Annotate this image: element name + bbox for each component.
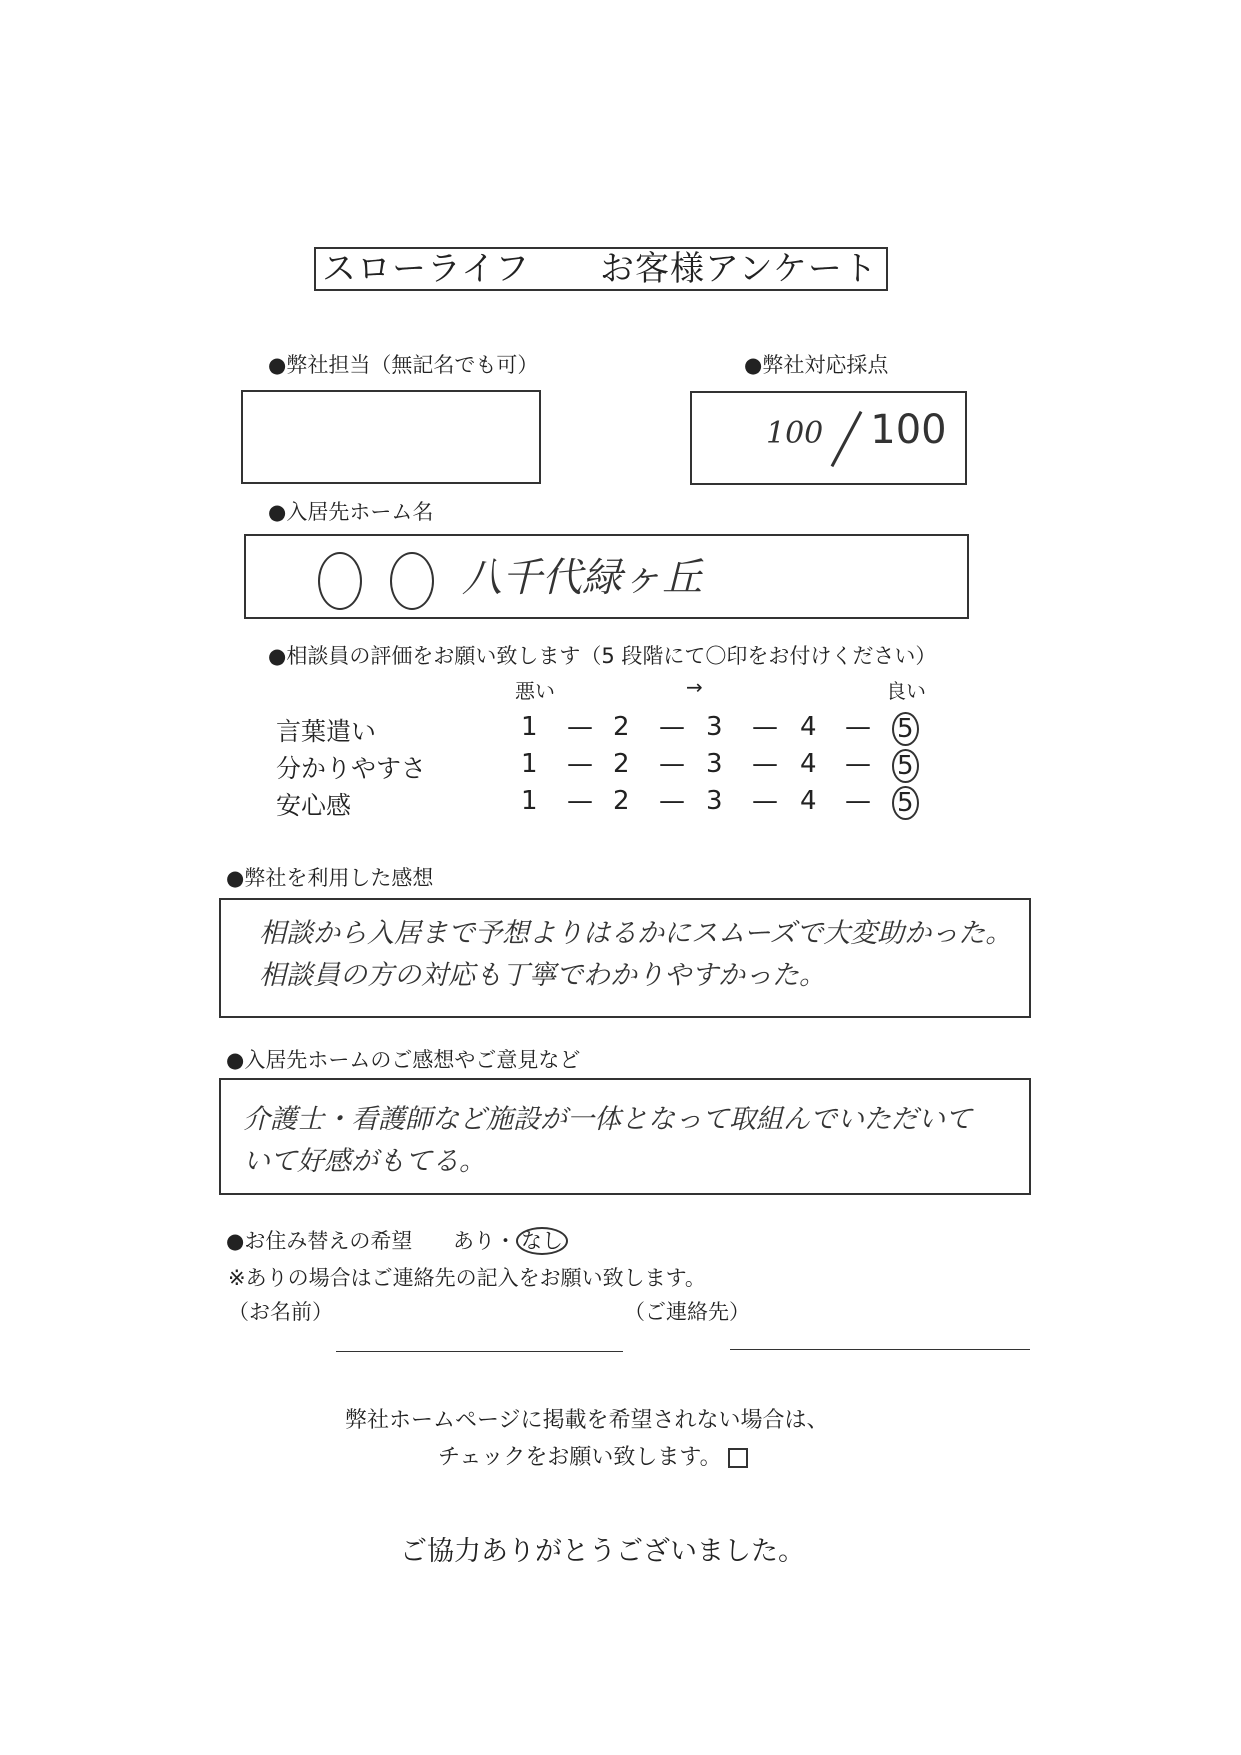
home-comment-line-1: 介護士・看護師など施設が一体となって取組んでいただいて (243, 1104, 972, 1135)
rating-option-5[interactable]: 5 (892, 786, 919, 820)
publish-line-2: チェックをお願い致します。 (438, 1445, 722, 1470)
rating-criterion-label: 言葉遣い (276, 717, 377, 746)
thanks-message: ご協力ありがとうございました。 (400, 1536, 805, 1567)
home-comment-line-2: いて好感がもてる。 (243, 1146, 486, 1177)
home-label: ●入居先ホーム名 (268, 500, 434, 524)
move-option-yes[interactable]: あり (453, 1229, 496, 1253)
rating-option-3[interactable]: 3 (706, 712, 723, 742)
rating-dash: — (659, 749, 685, 779)
rating-dash: — (659, 786, 685, 816)
eval-label: ●相談員の評価をお願い致します（5 段階にて〇印をお付けください） (268, 644, 937, 668)
home-value (318, 550, 702, 610)
rating-dash: — (845, 749, 871, 779)
rating-dash: — (845, 712, 871, 742)
rating-option-5[interactable]: 5 (892, 749, 919, 783)
staff-field[interactable] (241, 390, 541, 484)
score-field[interactable] (690, 391, 967, 485)
rating-row (276, 786, 956, 820)
impression-label: ●弊社を利用した感想 (226, 866, 434, 890)
slash-mark (831, 410, 863, 466)
score-given: 100 (766, 416, 824, 451)
impression-line-1: 相談から入居まで予想よりはるかにスムーズで大変助かった。 (259, 918, 1013, 949)
rating-option-2[interactable]: 2 (613, 786, 630, 816)
rating-dash: — (567, 712, 593, 742)
name-line[interactable] (336, 1351, 623, 1352)
score-max: 100 (870, 407, 947, 453)
rating-dash: — (567, 786, 593, 816)
move-label: ●お住み替えの希望 (226, 1229, 413, 1253)
home-comment-label: ●入居先ホームのご感想やご意見など (226, 1048, 581, 1072)
rating-option-1[interactable]: 1 (521, 712, 538, 742)
impression-field[interactable] (219, 898, 1031, 1018)
score-value (766, 407, 947, 470)
rating-criterion-label: 安心感 (276, 791, 352, 820)
home-comment-field[interactable] (219, 1078, 1031, 1195)
impression-line-2: 相談員の方の対応も丁寧でわかりやすかった。 (259, 960, 826, 991)
publish-line-1: 弊社ホームページに掲載を希望されない場合は、 (345, 1408, 829, 1433)
rating-option-1[interactable]: 1 (521, 786, 538, 816)
rating-dash: — (752, 712, 778, 742)
rating-option-3[interactable]: 3 (706, 786, 723, 816)
contact-note: ※ありの場合はご連絡先の記入をお願い致します。 (228, 1266, 706, 1290)
rating-dash: — (752, 749, 778, 779)
rating-option-3[interactable]: 3 (706, 749, 723, 779)
score-label: ●弊社対応採点 (744, 353, 889, 377)
publish-line-2-wrap (438, 1440, 748, 1471)
home-name-text: 八千代緑ヶ丘 (462, 555, 702, 601)
masked-char-2 (390, 552, 434, 610)
scale-bad-label: 悪い (515, 679, 555, 703)
scale-good-label: 良い (886, 679, 926, 703)
contact-line[interactable] (730, 1349, 1030, 1350)
move-separator: ・ (495, 1229, 517, 1253)
rating-row (276, 749, 956, 783)
rating-dash: — (567, 749, 593, 779)
survey-title: スローライフ お客様アンケート (314, 247, 888, 291)
home-field[interactable] (244, 534, 969, 619)
scale-arrow: → (686, 675, 703, 699)
rating-option-4[interactable]: 4 (800, 749, 817, 779)
move-preference (226, 1225, 568, 1255)
rating-criterion-label: 分かりやすさ (276, 754, 427, 783)
rating-option-1[interactable]: 1 (521, 749, 538, 779)
rating-option-4[interactable]: 4 (800, 786, 817, 816)
staff-label: ●弊社担当（無記名でも可） (268, 353, 539, 377)
rating-row (276, 712, 956, 746)
rating-dash: — (845, 786, 871, 816)
publish-checkbox[interactable] (728, 1448, 748, 1468)
move-option-no[interactable]: なし (516, 1227, 568, 1255)
rating-option-5[interactable]: 5 (892, 712, 919, 746)
contact-label: （ご連絡先） (624, 1300, 750, 1324)
rating-option-4[interactable]: 4 (800, 712, 817, 742)
rating-dash: — (659, 712, 685, 742)
name-label: （お名前） (228, 1300, 333, 1324)
rating-option-2[interactable]: 2 (613, 749, 630, 779)
rating-dash: — (752, 786, 778, 816)
rating-option-2[interactable]: 2 (613, 712, 630, 742)
masked-char-1 (318, 552, 362, 610)
